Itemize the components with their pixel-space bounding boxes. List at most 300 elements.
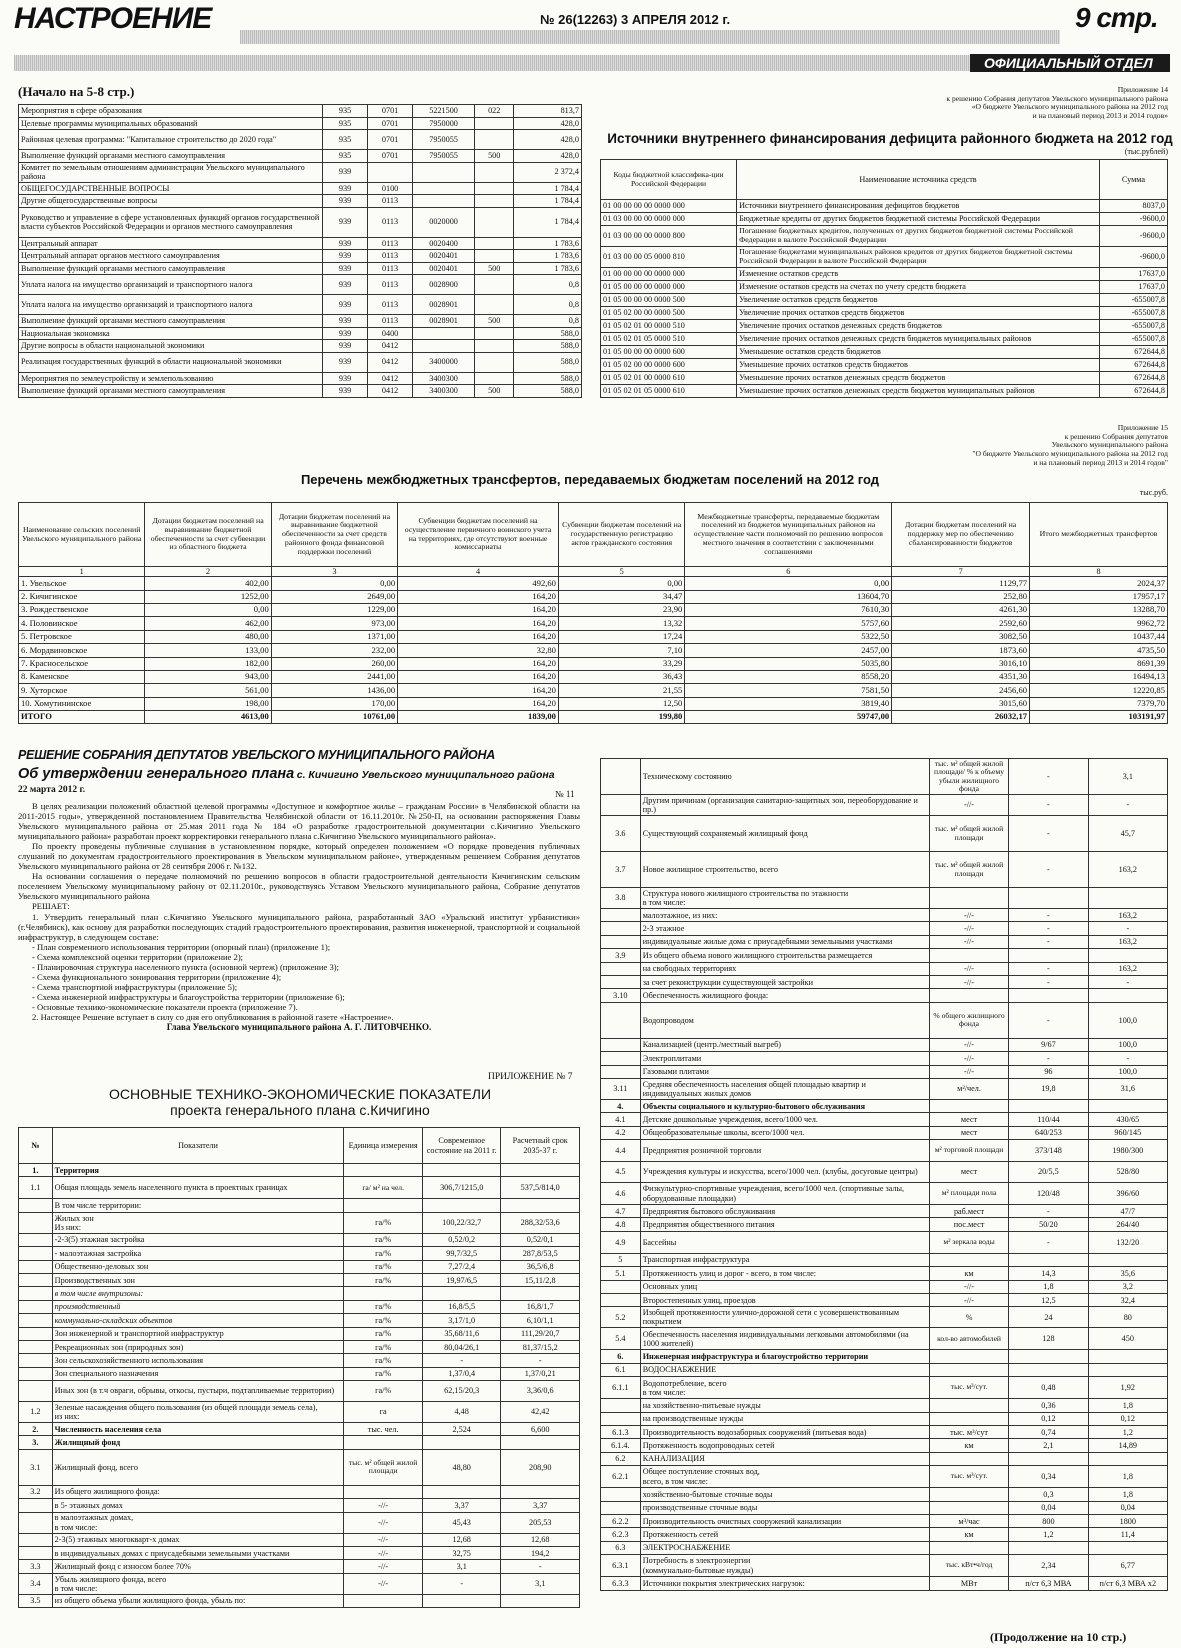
list-item: - Схема транспортной инфраструктуры (приложение 5); bbox=[32, 981, 238, 992]
table-cell: 17,24 bbox=[558, 630, 684, 643]
table-cell bbox=[19, 1300, 53, 1313]
table-cell: га bbox=[344, 1402, 423, 1423]
table-cell: 17957,17 bbox=[1030, 590, 1168, 603]
table-cell bbox=[1088, 1350, 1167, 1363]
table-row bbox=[19, 1512, 580, 1533]
table-cell: 939 bbox=[323, 385, 368, 398]
table-cell: 1,37/0,4 bbox=[422, 1367, 501, 1380]
table-cell: Мероприятия по землеустройству и землепользованию bbox=[19, 372, 323, 385]
table-cell: 3.8 bbox=[601, 888, 641, 909]
col-number: 3 bbox=[271, 567, 397, 577]
table-cell: га/ м² на чел. bbox=[344, 1177, 423, 1199]
table-cell: ВОДОСНАБЖЕНИЕ bbox=[640, 1363, 929, 1376]
table-cell: -//- bbox=[344, 1533, 423, 1546]
table-cell: 17637,0 bbox=[1099, 281, 1167, 294]
table-cell bbox=[19, 1533, 53, 1546]
col-number: 8 bbox=[1030, 567, 1168, 577]
table-cell bbox=[601, 962, 641, 975]
table-cell: 4261,30 bbox=[892, 603, 1030, 616]
table-cell: 163,2 bbox=[1088, 962, 1167, 975]
table-cell: 164,20 bbox=[398, 670, 559, 683]
table-cell: 2. bbox=[19, 1423, 53, 1436]
table-cell: 0412 bbox=[368, 372, 413, 385]
table-row bbox=[19, 590, 1168, 603]
page-number: 9 стр. bbox=[1075, 2, 1158, 33]
decision-number: № 11 bbox=[555, 789, 575, 799]
table-cell: 163,2 bbox=[1088, 852, 1167, 888]
table-cell: 935 bbox=[323, 130, 368, 150]
table-cell: м² торговой площади bbox=[929, 1140, 1008, 1162]
table-cell: 47/7 bbox=[1088, 1205, 1167, 1218]
table-cell: - bbox=[1009, 852, 1088, 888]
table-cell: 4613,00 bbox=[145, 711, 271, 724]
table-cell: тыс. чел. bbox=[344, 1423, 423, 1436]
table-cell: 19,8 bbox=[1009, 1078, 1088, 1099]
table-cell: 3. Рождественское bbox=[19, 603, 145, 616]
table-row bbox=[19, 1449, 580, 1485]
table-cell: Канализацией (центр./местный выгреб) bbox=[640, 1038, 929, 1051]
table-cell: 6.2.1 bbox=[601, 1466, 641, 1488]
table-cell: Детские дошкольные учреждения, всего/1000 чел. bbox=[640, 1113, 929, 1126]
table-cell: 1.1 bbox=[19, 1177, 53, 1199]
table-row bbox=[19, 1381, 580, 1402]
table-cell: мест bbox=[929, 1162, 1008, 1183]
table-cell: Общая площадь земель населенного пункта в проектных границах bbox=[52, 1177, 344, 1199]
table-cell: 1 784,4 bbox=[514, 207, 582, 237]
table-row bbox=[19, 237, 582, 250]
table-cell: Убыль жилищного фонда, всего в том числе: bbox=[52, 1573, 344, 1594]
table-cell: производственные сточные воды bbox=[640, 1501, 929, 1514]
table-cell: 4.6 bbox=[601, 1183, 641, 1205]
indicators-table-left bbox=[18, 1127, 580, 1608]
table-cell: - bbox=[1088, 795, 1167, 816]
table-cell: 430/65 bbox=[1088, 1113, 1167, 1126]
table-row bbox=[601, 989, 1168, 1002]
table-cell: 5 bbox=[601, 1253, 641, 1266]
table-cell: 0,00 bbox=[145, 603, 271, 616]
table-cell bbox=[601, 935, 641, 948]
table-cell: 2441,00 bbox=[271, 670, 397, 683]
table-cell: 588,0 bbox=[514, 352, 582, 372]
table-cell: 7,10 bbox=[558, 644, 684, 657]
table-row bbox=[19, 1436, 580, 1449]
table-cell: 0100 bbox=[368, 182, 413, 195]
table-cell: 103191,97 bbox=[1030, 711, 1168, 724]
table-cell: 1980/300 bbox=[1088, 1140, 1167, 1162]
table-cell: - bbox=[1009, 1205, 1088, 1218]
table-cell: 2456,60 bbox=[892, 684, 1030, 697]
table-cell: мест bbox=[929, 1126, 1008, 1139]
table-cell: га/% bbox=[344, 1212, 423, 1233]
table-row bbox=[601, 333, 1168, 346]
table-row bbox=[601, 1488, 1168, 1501]
table-cell: Обеспеченность населения индивидуальными легковыми автомобилями (на 1000 жителей) bbox=[640, 1328, 929, 1350]
table-cell bbox=[929, 1488, 1008, 1501]
table-cell bbox=[1009, 1452, 1088, 1465]
table-cell: раб.мест bbox=[929, 1205, 1008, 1218]
table-cell: 6.3 bbox=[601, 1541, 641, 1554]
table-cell: 31,6 bbox=[1088, 1078, 1167, 1099]
table-cell: 01 03 00 00 00 0000 000 bbox=[601, 213, 737, 226]
table-cell: 0412 bbox=[368, 385, 413, 398]
table-cell: 01 05 00 00 00 0000 500 bbox=[601, 294, 737, 307]
appendix-7-title bbox=[40, 1086, 560, 1118]
table-row bbox=[601, 268, 1168, 281]
table-cell: 450 bbox=[1088, 1328, 1167, 1350]
table-cell: тыс. кВт•ч/год bbox=[929, 1555, 1008, 1577]
table-cell: 0412 bbox=[368, 352, 413, 372]
table-cell bbox=[1009, 1350, 1088, 1363]
table-cell: 7581,50 bbox=[685, 684, 892, 697]
table-cell: 939 bbox=[323, 182, 368, 195]
table-cell: на производственные нужды bbox=[640, 1412, 929, 1425]
table-cell: - bbox=[1009, 922, 1088, 935]
table-cell: м² зеркала воды bbox=[929, 1231, 1008, 1253]
table-row bbox=[601, 346, 1168, 359]
table-cell: 0400 bbox=[368, 327, 413, 340]
table-cell: 0020000 bbox=[413, 207, 475, 237]
table-cell: га/% bbox=[344, 1233, 423, 1246]
table-cell: км bbox=[929, 1267, 1008, 1280]
table-cell bbox=[501, 1199, 580, 1212]
table-cell: ЭЛЕКТРОСНАБЖЕНИЕ bbox=[640, 1541, 929, 1554]
table-row bbox=[19, 1260, 580, 1273]
table-row bbox=[601, 200, 1168, 213]
table-cell: 3819,40 bbox=[685, 697, 892, 710]
table-cell bbox=[1088, 1452, 1167, 1465]
table-cell: 4.9 bbox=[601, 1231, 641, 1253]
table-cell: 01 05 02 01 00 0000 510 bbox=[601, 320, 737, 333]
table-cell: 1873,60 bbox=[892, 644, 1030, 657]
table-cell: Производительность водозаборных сооружений (питьевая вода) bbox=[640, 1425, 929, 1438]
list-item: - Основные технико-экономические показатели проекта (приложение 7). bbox=[32, 1001, 298, 1012]
table-cell: -655007,8 bbox=[1099, 307, 1167, 320]
decision-body bbox=[18, 801, 580, 1033]
table-cell: 1,8 bbox=[1088, 1466, 1167, 1488]
table-row bbox=[601, 816, 1168, 852]
table-row bbox=[19, 275, 582, 295]
continued-to: (Продолжение на 10 стр.) bbox=[990, 1630, 1127, 1644]
table-cell: 9962,72 bbox=[1030, 617, 1168, 630]
table-cell: тыс. м³/сут bbox=[929, 1425, 1008, 1438]
table-cell: Объекты социального и культурно-бытового обслуживания bbox=[640, 1099, 929, 1112]
table-row bbox=[601, 1439, 1168, 1452]
table-cell: п/ст 6,3 МВА bbox=[1009, 1577, 1088, 1590]
col-header: Субвенции бюджетам поселений на осуществление первичного воинского учета на территориях, где отсутствуют военные комиссариаты bbox=[398, 503, 559, 567]
table-cell: Новое жилищное строительство, всего bbox=[640, 852, 929, 888]
transfers-table bbox=[18, 502, 1168, 724]
table-cell: 99,7/32,5 bbox=[422, 1247, 501, 1260]
table-cell bbox=[1088, 1253, 1167, 1266]
table-cell: 2592,60 bbox=[892, 617, 1030, 630]
table-row bbox=[19, 630, 1168, 643]
table-cell: 0,34 bbox=[1009, 1466, 1088, 1488]
table-row bbox=[19, 195, 582, 208]
table-cell: 81,37/15,2 bbox=[501, 1340, 580, 1353]
table-cell: 1,2 bbox=[1088, 1425, 1167, 1438]
table-cell: 164,20 bbox=[398, 657, 559, 670]
table-cell: 15,11/2,8 bbox=[501, 1273, 580, 1286]
list-item: - Схема инженерной инфраструктуры и благоустройства территории (приложение 6); bbox=[32, 991, 345, 1002]
table-row bbox=[19, 105, 582, 118]
table-cell: 0020401 bbox=[413, 250, 475, 263]
table-cell: 3,1 bbox=[422, 1560, 501, 1573]
table-row bbox=[19, 1164, 580, 1177]
table-cell: 2649,00 bbox=[271, 590, 397, 603]
table-cell: Основных улиц bbox=[640, 1280, 929, 1293]
table-row bbox=[601, 1052, 1168, 1065]
table-cell: 500 bbox=[475, 385, 514, 398]
table-cell: -//- bbox=[929, 1294, 1008, 1307]
table-cell: 2024,37 bbox=[1030, 577, 1168, 590]
table-cell: 0113 bbox=[368, 207, 413, 237]
table-cell: 480,00 bbox=[145, 630, 271, 643]
table-cell: 35,68/11,6 bbox=[422, 1327, 501, 1340]
table-cell: 3400000 bbox=[413, 352, 475, 372]
table-cell: га/% bbox=[344, 1327, 423, 1340]
appendix-7-title-line2: проекта генерального плана с.Кичигино bbox=[170, 1102, 430, 1119]
table-row bbox=[19, 182, 582, 195]
table-cell: га/% bbox=[344, 1314, 423, 1327]
table-cell bbox=[1009, 888, 1088, 909]
table-cell: 2. Кичигинское bbox=[19, 590, 145, 603]
table-row bbox=[601, 320, 1168, 333]
table-cell: 14,89 bbox=[1088, 1439, 1167, 1452]
table-cell: 588,0 bbox=[514, 340, 582, 353]
table-cell: -//- bbox=[929, 922, 1008, 935]
table-cell: 0,8 bbox=[514, 315, 582, 328]
table-cell bbox=[601, 1065, 641, 1078]
table-cell bbox=[19, 1273, 53, 1286]
table-cell: 5. Петровское bbox=[19, 630, 145, 643]
col-header: Сумма bbox=[1099, 160, 1167, 200]
table-cell bbox=[1088, 1541, 1167, 1554]
decision-title-sub: с. Кичигино Увельского муниципального района bbox=[296, 769, 555, 781]
table-row bbox=[601, 1126, 1168, 1139]
table-cell: 973,00 bbox=[271, 617, 397, 630]
table-cell: 1229,00 bbox=[271, 603, 397, 616]
table-row bbox=[19, 1573, 580, 1594]
table-cell: - bbox=[1009, 816, 1088, 852]
col-header: Наименование сельских поселений Увельского муниципального района bbox=[19, 503, 145, 567]
col-header: Расчетный срок 2035-37 г. bbox=[501, 1128, 580, 1164]
table-row bbox=[19, 697, 1168, 710]
table-cell: 12220,85 bbox=[1030, 684, 1168, 697]
table-cell: - bbox=[1009, 909, 1088, 922]
table-cell: 6.2.2 bbox=[601, 1514, 641, 1527]
table-cell: 21,55 bbox=[558, 684, 684, 697]
table-cell: 36,43 bbox=[558, 670, 684, 683]
table-cell: 5.4 bbox=[601, 1328, 641, 1350]
table-cell bbox=[601, 975, 641, 988]
table-cell: 8. Каменское bbox=[19, 670, 145, 683]
table-row bbox=[601, 909, 1168, 922]
col-number: 7 bbox=[892, 567, 1030, 577]
table-row bbox=[601, 1425, 1168, 1438]
table-cell: га/% bbox=[344, 1367, 423, 1380]
table-cell: - bbox=[1009, 795, 1088, 816]
table-cell bbox=[929, 888, 1008, 909]
table-cell: 0412 bbox=[368, 340, 413, 353]
table-cell bbox=[422, 1287, 501, 1300]
table-cell: 9/67 bbox=[1009, 1038, 1088, 1051]
table-cell: 800 bbox=[1009, 1514, 1088, 1527]
table-cell: 10. Хомутининское bbox=[19, 697, 145, 710]
table-cell bbox=[929, 1099, 1008, 1112]
table-cell: Национальная экономика bbox=[19, 327, 323, 340]
table-cell: Увеличение прочих остатков денежных средств бюджетов муниципальных районов bbox=[737, 333, 1100, 346]
table-row bbox=[601, 1140, 1168, 1162]
table-cell bbox=[344, 1164, 423, 1177]
table-cell: 4351,30 bbox=[892, 670, 1030, 683]
table-cell: 42,42 bbox=[501, 1402, 580, 1423]
table-cell: 0,00 bbox=[558, 577, 684, 590]
table-cell: малоэтажное, из них: bbox=[640, 909, 929, 922]
table-cell bbox=[501, 1287, 580, 1300]
table-cell: м² площади пола bbox=[929, 1183, 1008, 1205]
table-cell: 672644,8 bbox=[1099, 346, 1167, 359]
table-cell: 500 bbox=[475, 262, 514, 275]
table-cell: 0701 bbox=[368, 130, 413, 150]
table-cell bbox=[19, 1340, 53, 1353]
table-cell: 14,3 bbox=[1009, 1267, 1088, 1280]
table-cell bbox=[422, 1164, 501, 1177]
table-cell bbox=[422, 1199, 501, 1212]
table-cell: 1436,00 bbox=[271, 684, 397, 697]
table-cell: 6.1.3 bbox=[601, 1425, 641, 1438]
table-cell: Реализация государственных функций в области национальной экономики bbox=[19, 352, 323, 372]
table-row bbox=[19, 1594, 580, 1607]
table-cell: 164,20 bbox=[398, 603, 559, 616]
table-cell: 80,04/26,1 bbox=[422, 1340, 501, 1353]
table-cell: 1. bbox=[19, 1164, 53, 1177]
appendix-14-caption: Приложение 14 к решению Собрания депутатов Увельского муниципального района «О бюджете Увельского муниципального района на 2012 год и на плановый период 2013 и 2014 годов» bbox=[946, 85, 1168, 121]
table-cell: 252,80 bbox=[892, 590, 1030, 603]
table-row bbox=[601, 1307, 1168, 1328]
decision-paragraph: В целях реализации положений областной целевой программы «Доступное и комфортное жилье – гражданам России» в Челябинской области на 2011-2015 годы», утвержденной постановлением Правительства Челябинской области от 16.11.2010г. №250-П, на основании распоряжения Главы Увельского муниципального района от 25.мая 2011 года № 184 «О разработке градостроительной документации с.Кичигино Увельского муниципального района» разработан проект корректировки генерального плана с.Кичигино Увельского муниципального района». bbox=[18, 801, 580, 842]
table-row bbox=[19, 315, 582, 328]
table-cell: 935 bbox=[323, 105, 368, 118]
table-cell: Бассейны bbox=[640, 1231, 929, 1253]
table-cell bbox=[1009, 1099, 1088, 1112]
table-cell: -//- bbox=[929, 909, 1008, 922]
table-cell: 0113 bbox=[368, 295, 413, 315]
table-cell: КАНАЛИЗАЦИЯ bbox=[640, 1452, 929, 1465]
table-cell bbox=[344, 1485, 423, 1498]
table-cell bbox=[19, 1199, 53, 1212]
table-cell: га/% bbox=[344, 1247, 423, 1260]
table-row bbox=[601, 1002, 1168, 1038]
table-cell: 6. bbox=[601, 1350, 641, 1363]
table-cell: 022 bbox=[475, 105, 514, 118]
table-row bbox=[19, 1367, 580, 1380]
table-cell: 16494,13 bbox=[1030, 670, 1168, 683]
table-cell: 0,3 bbox=[1009, 1488, 1088, 1501]
table-cell: 2-3 этажное bbox=[640, 922, 929, 935]
table-cell: 3016,10 bbox=[892, 657, 1030, 670]
table-row bbox=[19, 372, 582, 385]
table-cell: -//- bbox=[929, 975, 1008, 988]
table-cell: 01 05 02 00 00 0000 600 bbox=[601, 359, 737, 372]
table-cell: мест bbox=[929, 1113, 1008, 1126]
decision-signature: Глава Увельского муниципального района А. Г. ЛИТОВЧЕНКО. bbox=[166, 1022, 432, 1033]
table-row bbox=[19, 150, 582, 163]
table-cell: 1839,00 bbox=[398, 711, 559, 724]
table-cell: 10437,44 bbox=[1030, 630, 1168, 643]
table-cell bbox=[475, 237, 514, 250]
table-cell: 2457,00 bbox=[685, 644, 892, 657]
table-row bbox=[19, 1533, 580, 1546]
decision-date: 22 марта 2012 г. bbox=[18, 785, 86, 795]
table-cell: 8037,0 bbox=[1099, 200, 1167, 213]
table-cell: 6,10/1,1 bbox=[501, 1314, 580, 1327]
table-cell bbox=[601, 1399, 641, 1412]
table-cell: 0,8 bbox=[514, 295, 582, 315]
table-cell: 306,7/1215,0 bbox=[422, 1177, 501, 1199]
table-row bbox=[601, 1280, 1168, 1293]
table-cell: 4.7 bbox=[601, 1205, 641, 1218]
table-cell: 0113 bbox=[368, 250, 413, 263]
table-cell: 0701 bbox=[368, 150, 413, 163]
table-row bbox=[601, 888, 1168, 909]
table-cell: ОБЩЕГОСУДАРСТВЕННЫЕ ВОПРОСЫ bbox=[19, 182, 323, 195]
table-row bbox=[19, 117, 582, 130]
list-item: - Схема функционального зонирования территории (приложение 4); bbox=[32, 971, 282, 982]
table-cell bbox=[1009, 949, 1088, 962]
table-cell: 2,34 bbox=[1009, 1555, 1088, 1577]
table-cell: Предприятия бытового обслуживания bbox=[640, 1205, 929, 1218]
table-cell: 813,7 bbox=[514, 105, 582, 118]
table-cell: -655007,8 bbox=[1099, 320, 1167, 333]
table-cell bbox=[475, 117, 514, 130]
table-cell bbox=[1088, 949, 1167, 962]
table-cell: Бюджетные кредиты от других бюджетов бюджетной системы Российской Федерации bbox=[737, 213, 1100, 226]
table-cell: Центральный аппарат bbox=[19, 237, 323, 250]
table-cell: 4. Половинское bbox=[19, 617, 145, 630]
table-cell bbox=[413, 195, 475, 208]
table-cell: из общего объема убыли жилищного фонда, убыль по: bbox=[52, 1594, 344, 1607]
table-row bbox=[19, 1547, 580, 1560]
table-cell: 45,7 bbox=[1088, 816, 1167, 852]
table-cell: Изобщей протяженности улично-дорожной сети с усовершенствованным покрытием bbox=[640, 1307, 929, 1328]
table-row bbox=[19, 207, 582, 237]
table-cell: 7950000 bbox=[413, 117, 475, 130]
table-cell: - bbox=[1009, 1231, 1088, 1253]
table-cell bbox=[413, 327, 475, 340]
table-cell bbox=[19, 1499, 53, 1512]
table-cell: 0113 bbox=[368, 237, 413, 250]
table-row bbox=[601, 975, 1168, 988]
table-cell: 0028901 bbox=[413, 295, 475, 315]
table-cell bbox=[601, 1052, 641, 1065]
table-cell: 5757,60 bbox=[685, 617, 892, 630]
table-cell: 939 bbox=[323, 340, 368, 353]
table-cell: 960/145 bbox=[1088, 1126, 1167, 1139]
table-cell: 10761,00 bbox=[271, 711, 397, 724]
table-row bbox=[601, 922, 1168, 935]
col-header: Показатели bbox=[52, 1128, 344, 1164]
table-cell bbox=[19, 1327, 53, 1340]
table-cell: Погашение бюджетных кредитов, полученных от других бюджетов бюджетной системы Российской Федерации в валюте Российской Федерации bbox=[737, 226, 1100, 247]
table-cell: 110/44 bbox=[1009, 1113, 1088, 1126]
table-cell: коммунально-складских объектов bbox=[52, 1314, 344, 1327]
table-cell: 232,00 bbox=[271, 644, 397, 657]
table-cell: 6.2 bbox=[601, 1452, 641, 1465]
table-cell: 5.1 bbox=[601, 1267, 641, 1280]
table-row bbox=[601, 935, 1168, 948]
table-cell: Центральный аппарат органов местного самоуправления bbox=[19, 250, 323, 263]
table-cell bbox=[501, 1164, 580, 1177]
